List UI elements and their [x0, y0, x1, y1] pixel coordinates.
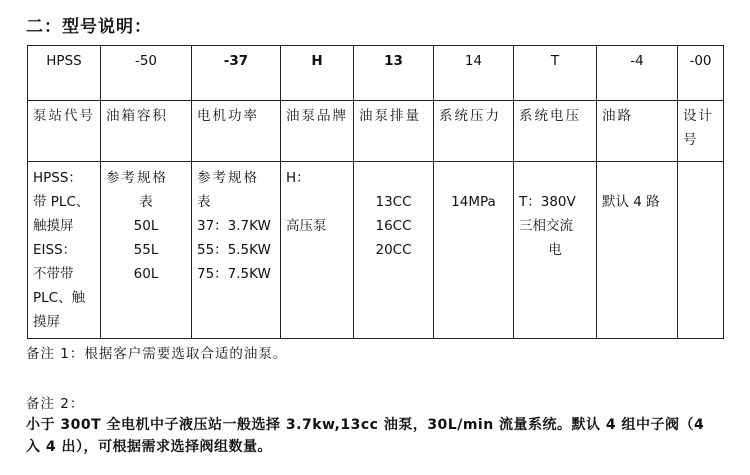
detail-line: EISS： [33, 242, 77, 258]
label-cell: 油泵品牌 [281, 101, 354, 162]
detail-line: 37：3.7KW [197, 218, 271, 234]
voltage-detail-cell [514, 162, 597, 339]
code-cell: -50 [101, 46, 192, 101]
detail-line: 三相交流 [519, 218, 573, 234]
detail-line: 带 PLC、 [33, 194, 90, 210]
displacement-detail-cell [354, 162, 434, 339]
label-cell: 电机功率 [192, 101, 281, 162]
detail-line: 55：5.5KW [197, 242, 271, 258]
label-cell: 系统电压 [514, 101, 597, 162]
motor-detail-cell [192, 162, 281, 339]
note-2-body: 小于 300T 全电机中子液压站一般选择 3.7kw,13cc 油泵，30L/min 流量系统。默认 4 组中子阀（4 入 4 出），可根据需求选择阀组数量。 [26, 417, 705, 455]
detail-line: H： [286, 170, 310, 186]
detail-line: 50L [133, 218, 159, 234]
pressure-detail-cell [434, 162, 514, 339]
tank-detail-cell [101, 162, 192, 339]
detail-line: PLC、触 [33, 290, 86, 306]
code-cell: HPSS [28, 46, 101, 101]
detail-line: 表 [197, 194, 211, 210]
detail-line: 默认 4 路 [602, 194, 660, 210]
model-spec-table [27, 45, 724, 339]
code-row [28, 46, 724, 101]
label-cell: 油箱容积 [101, 101, 192, 162]
circuit-detail-cell [597, 162, 678, 339]
detail-line: 不带带 [33, 266, 74, 282]
detail-line: 14MPa [451, 194, 496, 210]
detail-line: 20CC [375, 242, 412, 258]
detail-line: 参考规格 [197, 170, 259, 186]
detail-line: 电 [548, 242, 562, 258]
label-row [28, 101, 724, 162]
label-cell: 油路 [597, 101, 678, 162]
station-detail-cell [28, 162, 101, 339]
label-cell: 设计号 [678, 101, 724, 162]
code-cell: T [514, 46, 597, 101]
code-cell: -37 [192, 46, 281, 101]
code-cell: -4 [597, 46, 678, 101]
code-cell: 14 [434, 46, 514, 101]
detail-line: 75：7.5KW [197, 266, 271, 282]
note-1: 备注 1：根据客户需要选取合适的油泵。 [26, 346, 288, 362]
detail-line: 高压泵 [286, 218, 327, 234]
label-cell: 系统压力 [434, 101, 514, 162]
label-cell: 泵站代号 [28, 101, 101, 162]
code-cell: H [281, 46, 354, 101]
detail-line: 触摸屏 [33, 218, 74, 234]
detail-line: 表 [139, 194, 153, 210]
detail-row [28, 162, 724, 339]
detail-line: 55L [133, 242, 159, 258]
detail-line: 13CC [375, 194, 412, 210]
code-cell: -00 [678, 46, 724, 101]
detail-line: HPSS： [33, 170, 82, 186]
design-detail-cell [678, 162, 724, 339]
label-cell: 油泵排量 [354, 101, 434, 162]
section-heading: 二：型号说明： [26, 17, 152, 37]
detail-line: 参考规格 [106, 170, 168, 186]
detail-line: 60L [133, 266, 159, 282]
detail-line: T：380V [519, 194, 576, 210]
brand-detail-cell [281, 162, 354, 339]
note-2-title: 备注 2： [26, 396, 85, 412]
detail-line: 16CC [375, 218, 412, 234]
code-cell: 13 [354, 46, 434, 101]
detail-line: 摸屏 [33, 314, 60, 330]
